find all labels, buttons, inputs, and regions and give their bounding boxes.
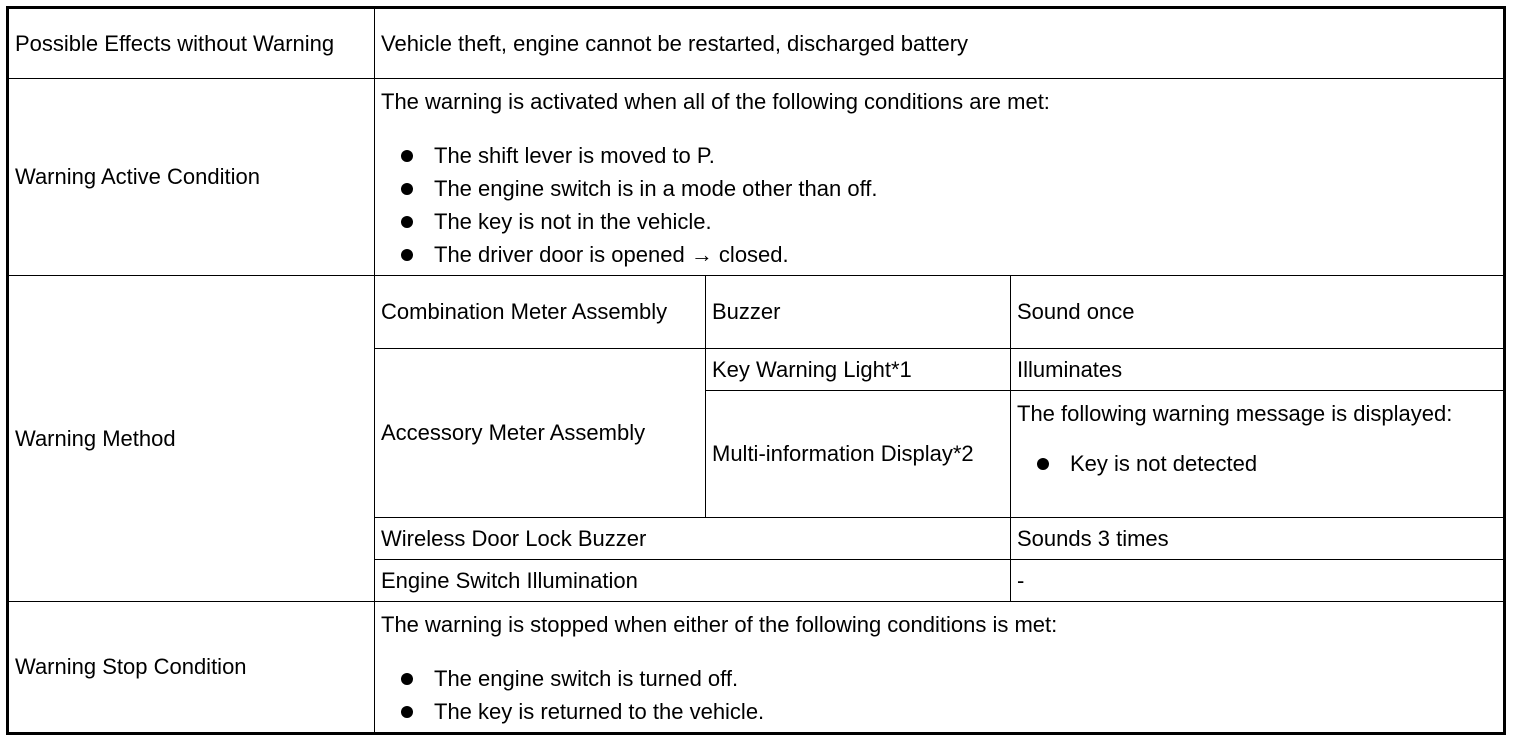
active-conditions-list [381, 139, 1497, 271]
component-key-warning-light: Key Warning Light*1 [706, 349, 1011, 391]
device-engine-switch-illumination: Engine Switch Illumination [375, 560, 1011, 602]
label-possible-effects: Possible Effects without Warning [8, 8, 375, 79]
value-possible-effects: Vehicle theft, engine cannot be restarted, discharged battery [375, 8, 1505, 79]
list-item: The key is returned to the vehicle. [401, 695, 1497, 728]
action-message-displayed [1011, 391, 1505, 518]
list-item: The driver door is opened → closed. [401, 238, 1497, 271]
device-wireless-door-lock-buzzer: Wireless Door Lock Buzzer [375, 518, 1011, 560]
action-none: - [1011, 560, 1505, 602]
value-warning-active [375, 79, 1505, 276]
list-item: The key is not in the vehicle. [401, 205, 1497, 238]
device-combination-meter: Combination Meter Assembly [375, 276, 706, 349]
label-warning-stop: Warning Stop Condition [8, 602, 375, 734]
mid-message-list [1017, 447, 1497, 480]
list-item: Key is not detected [1037, 447, 1497, 480]
warning-spec-table [6, 6, 1506, 735]
row-possible-effects [8, 8, 1505, 79]
list-item: The engine switch is turned off. [401, 662, 1497, 695]
row-warning-active [8, 79, 1505, 276]
list-item: The engine switch is in a mode other than off. [401, 172, 1497, 205]
label-warning-method: Warning Method [8, 276, 375, 602]
action-sound-once: Sound once [1011, 276, 1505, 349]
row-warning-stop [8, 602, 1505, 734]
value-warning-stop [375, 602, 1505, 734]
list-item: The shift lever is moved to P. [401, 139, 1497, 172]
mid-intro: The following warning message is displayed: [1017, 401, 1453, 426]
active-intro: The warning is activated when all of the following conditions are met: [381, 89, 1050, 114]
label-warning-active: Warning Active Condition [8, 79, 375, 276]
component-multi-information-display: Multi-information Display*2 [706, 391, 1011, 518]
stop-intro: The warning is stopped when either of the following conditions is met: [381, 612, 1058, 637]
action-sounds-3-times: Sounds 3 times [1011, 518, 1505, 560]
device-accessory-meter: Accessory Meter Assembly [375, 349, 706, 518]
action-illuminates: Illuminates [1011, 349, 1505, 391]
component-buzzer: Buzzer [706, 276, 1011, 349]
stop-conditions-list [381, 662, 1497, 728]
row-method-combination [8, 276, 1505, 349]
